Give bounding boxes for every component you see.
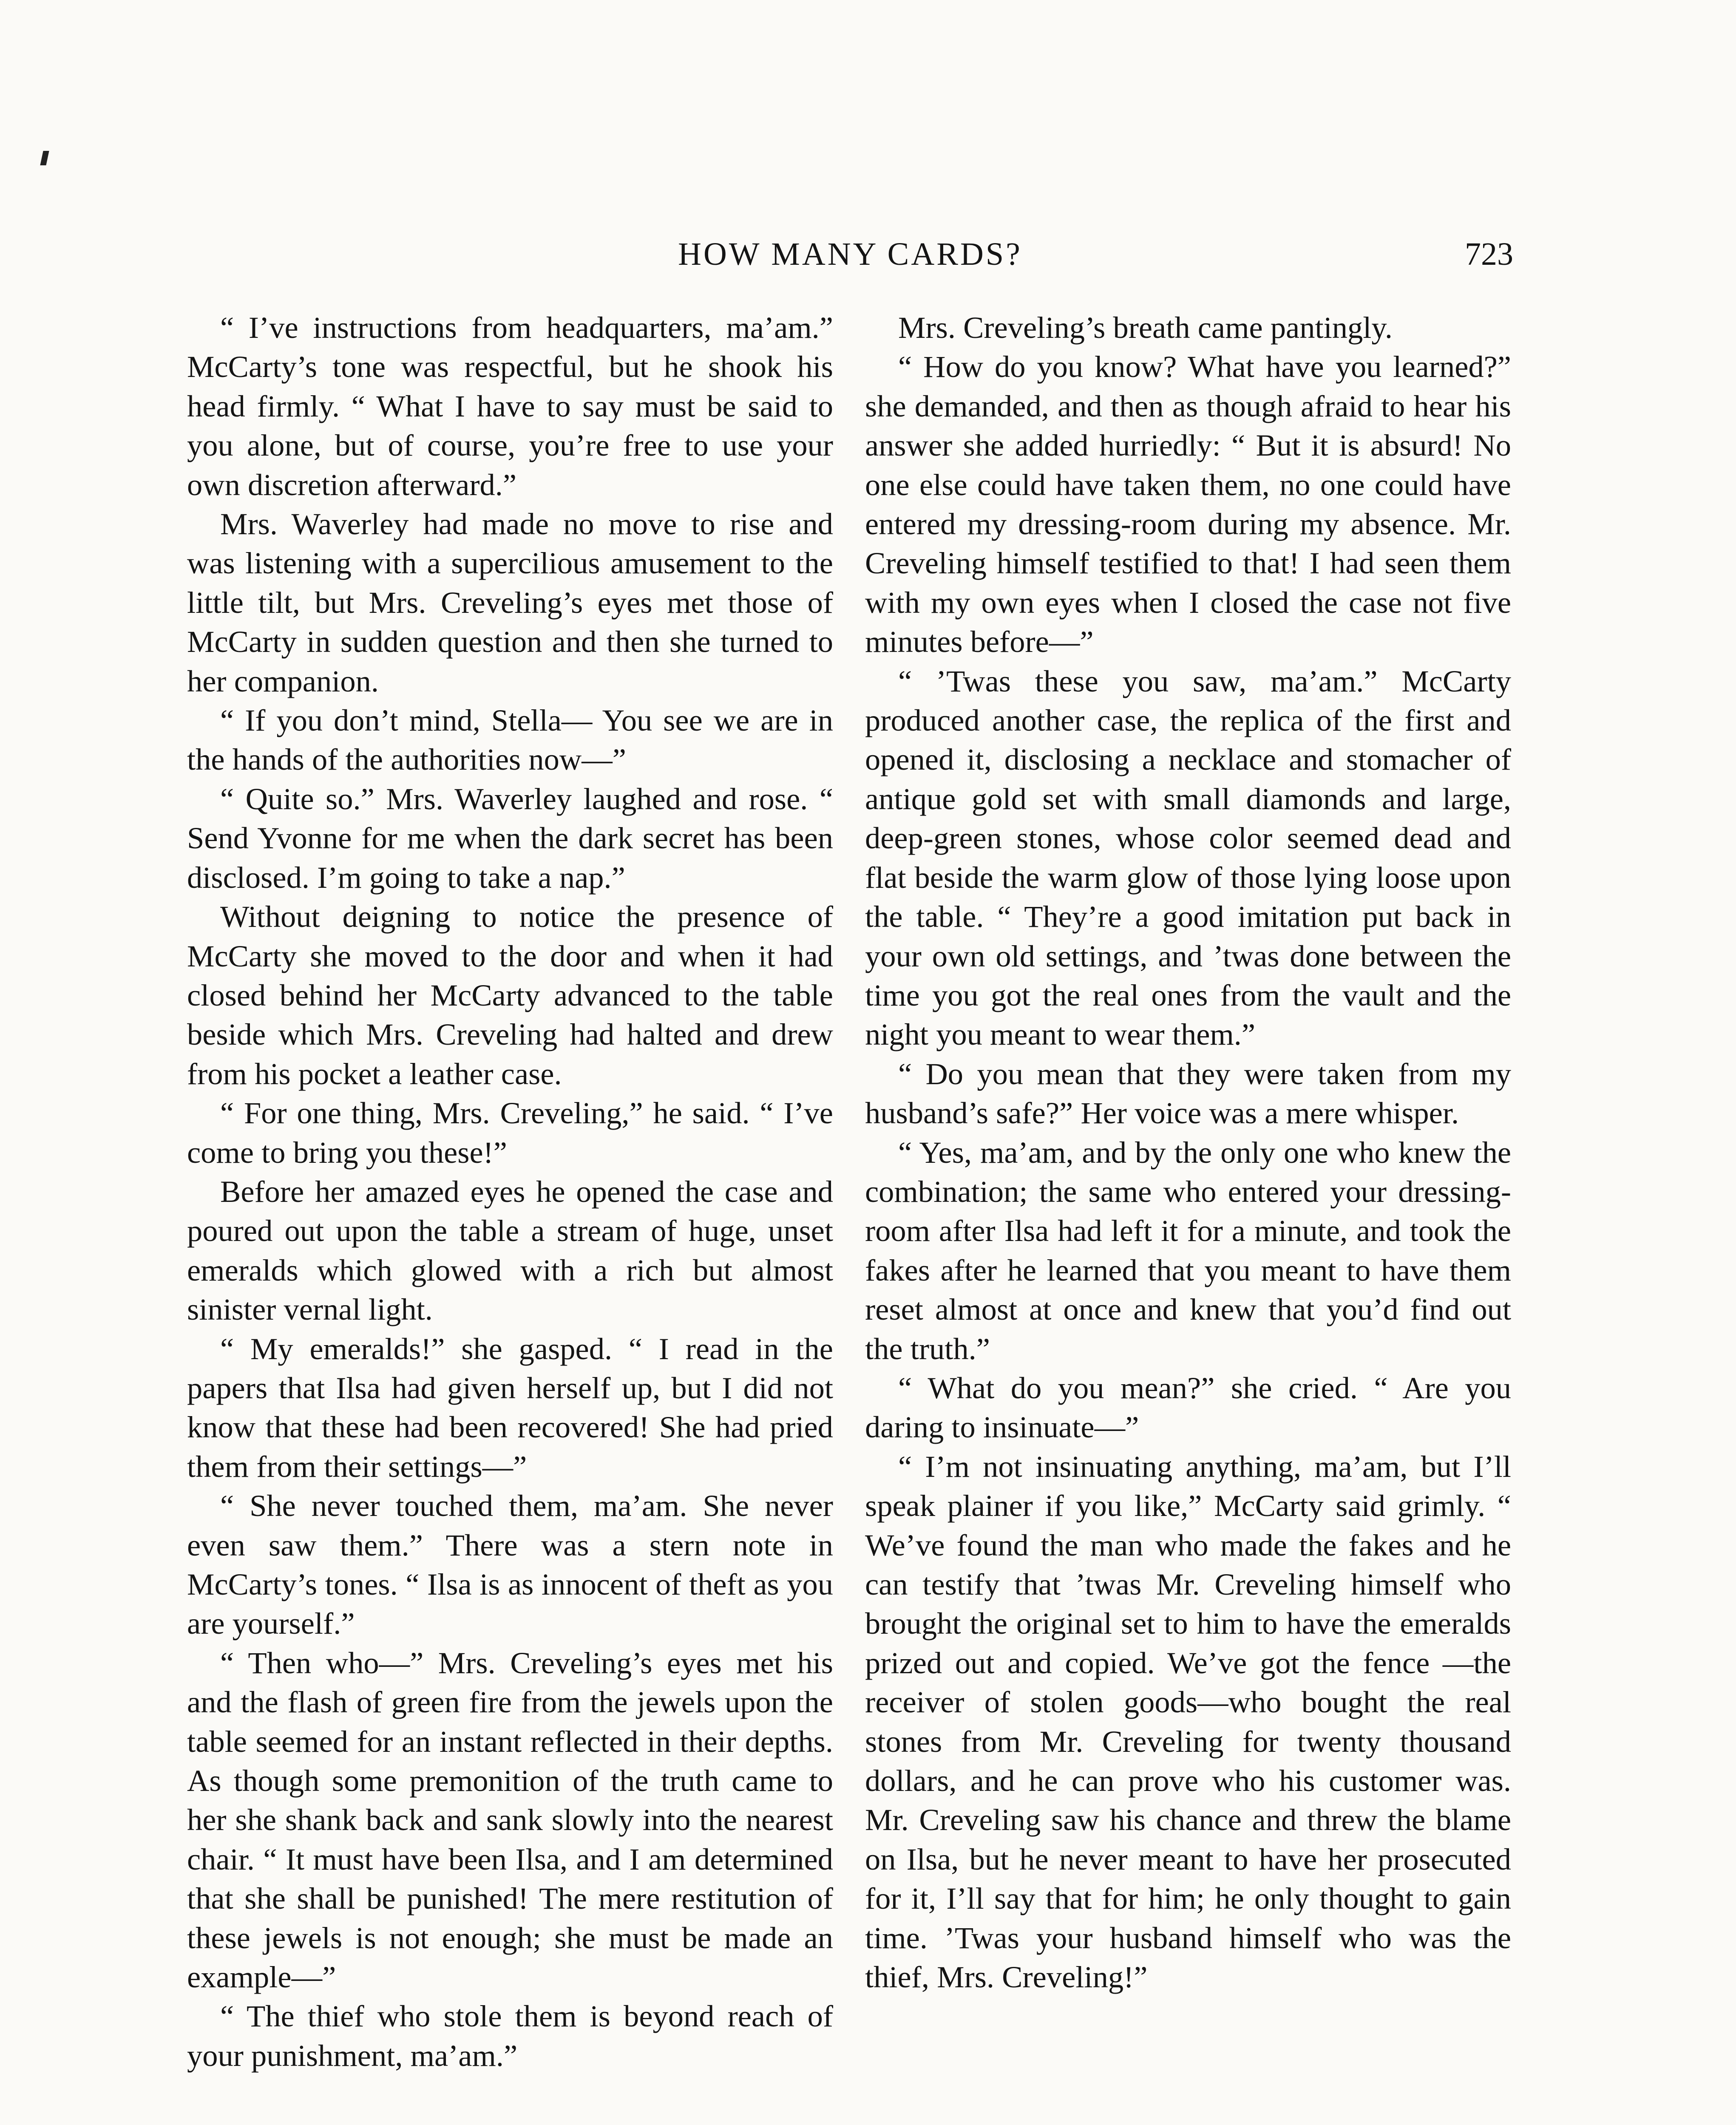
paragraph: “ How do you know? What have you learned?” she demanded, and then as though afraid to hear his answer she added hurriedly: “ But it is absurd! No one else could have taken them, no one could have entered my dressing-room during my absence. Mr. Creveling himself testified to that! I had seen them with my own eyes when I closed the case not five minutes before—” (865, 349, 1511, 659)
paragraph: “ The thief who stole them is beyond reach of your punishment, ma’am.” (187, 1999, 833, 2073)
paragraph: “ What do you mean?” she cried. “ Are you daring to insinuate—” (865, 1370, 1511, 1445)
paragraph: “ I’ve instructions from headquarters, ma’am.” McCarty’s tone was respectful, but he shook his head firmly. “ What I have to say must be said to you alone, but of course, you’re free to use your own discretion afterward.” (187, 310, 833, 502)
paragraph: “ Do you mean that they were taken from my husband’s safe?” Her voice was a mere whisper. (865, 1056, 1511, 1130)
paragraph: “ She never touched them, ma’am. She never even saw them.” There was a stern note in McCarty’s tones. “ Ilsa is as innocent of theft as you are yourself.” (187, 1488, 833, 1641)
paragraph: “ If you don’t mind, Stella— You see we are in the hands of the authorities now—” (187, 703, 833, 777)
running-title: HOW MANY CARDS? (678, 236, 1022, 272)
paragraph: “ ’Twas these you saw, ma’am.” McCarty produced another case, the replica of the first and opened it, disclosing a necklace and stomacher of antique gold set with small diamonds and large, deep-green stones, whose color seemed dead and flat beside the warm glow of those lying loose upon the table. “ They’re a good imitation put back in your own old settings, and ’twas done between the time you got the real ones from the vault and the night you meant to wear them.” (865, 663, 1511, 1052)
paragraph: “ My emeralds!” she gasped. “ I read in the papers that Ilsa had given herself up, but I did not know that these had been recovered! She had pried them from their settings—” (187, 1331, 833, 1484)
page-header (187, 236, 1513, 283)
paragraph: “ Yes, ma’am, and by the only one who knew the combination; the same who entered your dressing-room after Ilsa had left it for a minute, and took the fakes after he learned that you meant to have them reset almost at once and knew that you’d find out the truth.” (865, 1135, 1511, 1366)
paragraph: Without deigning to notice the presence of McCarty she moved to the door and when it had closed behind her McCarty advanced to the table beside which Mrs. Creveling had halted and drew from his pocket a leather case. (187, 899, 833, 1091)
paragraph: Before her amazed eyes he opened the case and poured out upon the table a stream of huge, unset emeralds which glowed with a rich but almost sinister vernal light. (187, 1174, 833, 1327)
print-speck (40, 151, 49, 165)
paragraph: Mrs. Waverley had made no move to rise and was listening with a supercilious amusement to the little tilt, but Mrs. Creveling’s eyes met those of McCarty in sudden question and then she turned to her companion. (187, 507, 833, 698)
paragraph: “ For one thing, Mrs. Creveling,” he said. “ I’ve come to bring you these!” (187, 1096, 833, 1170)
right-column (865, 308, 1511, 1997)
page-number: 723 (1465, 236, 1513, 272)
paragraph: “ I’m not insinuating anything, ma’am, but I’ll speak plainer if you like,” McCarty said grimly. “ We’ve found the man who made the fakes and he can testify that ’twas Mr. Creveling himself who brought the original set to him to have the emeralds prized out and copied. We’ve got the fence —the receiver of stolen goods—who bought the real stones from Mr. Creveling for twenty thousand dollars, and he can prove who his customer was. Mr. Creveling saw his chance and threw the blame on Ilsa, but he never meant to have her prosecuted for it, I’ll say that for him; he only thought to gain time. ’Twas your husband himself who was the thief, Mrs. Creveling!” (865, 1449, 1511, 1995)
paragraph: “ Then who—” Mrs. Creveling’s eyes met his and the flash of green fire from the jewels upon the table seemed for an instant reflected in their depths. As though some premonition of the truth came to her she shank back and sank slowly into the nearest chair. “ It must have been Ilsa, and I am determined that she shall be punished! The mere restitution of these jewels is not enough; she must be made an example—” (187, 1645, 833, 1995)
paragraph: “ Quite so.” Mrs. Waverley laughed and rose. “ Send Yvonne for me when the dark secret has been disclosed. I’m going to take a nap.” (187, 781, 833, 895)
left-column (187, 308, 833, 2075)
paragraph: Mrs. Creveling’s breath came pantingly. (898, 310, 1393, 345)
